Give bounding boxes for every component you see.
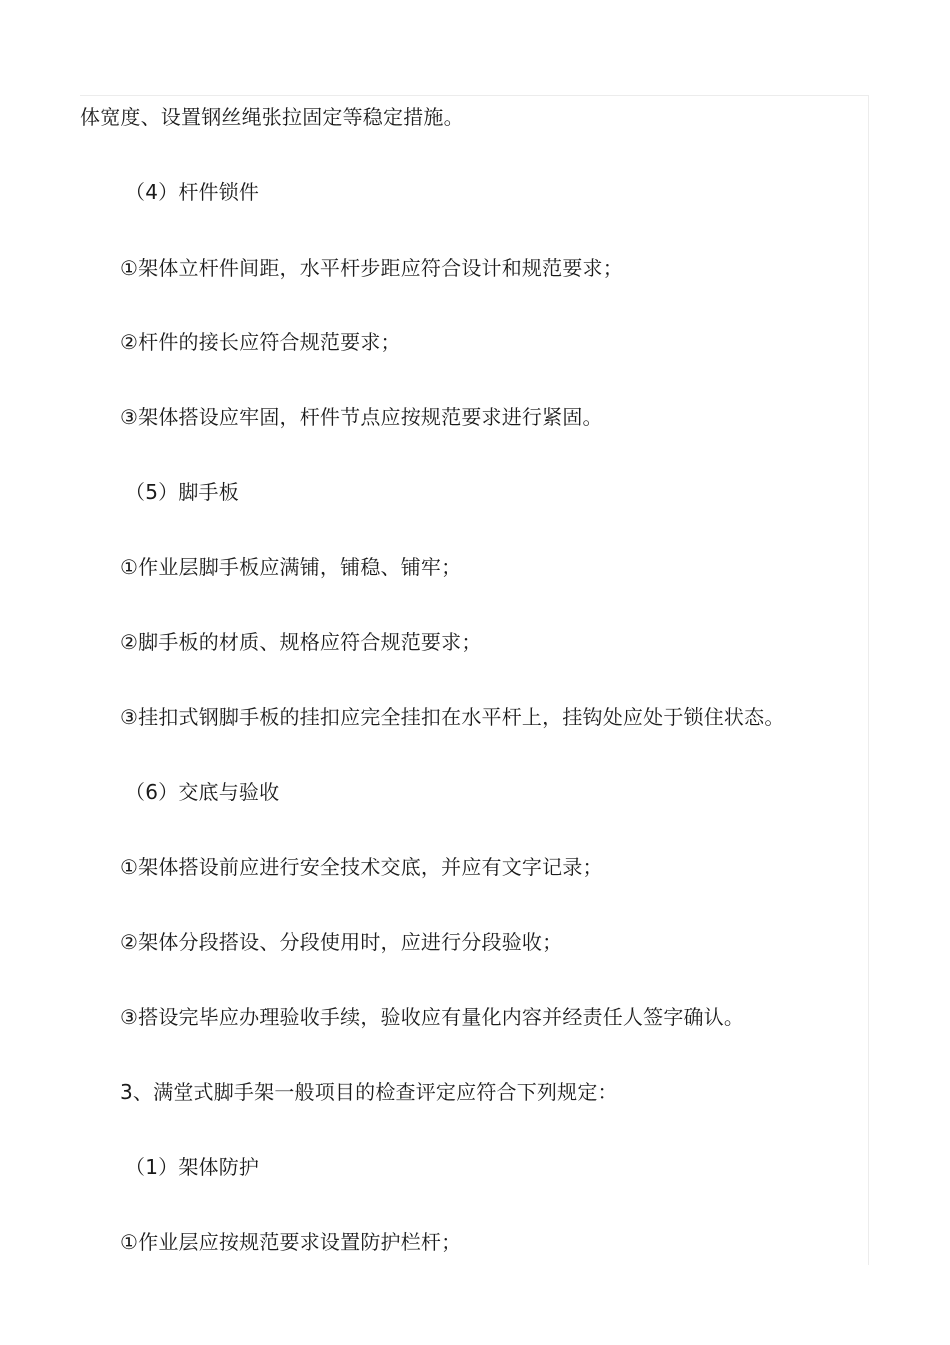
text-line-continuation: 体宽度、设置钢丝绳张拉固定等稳定措施。 <box>80 105 464 129</box>
text-line: ②架体分段搭设、分段使用时，应进行分段验收； <box>120 930 563 954</box>
text-line: ①作业层脚手板应满铺，铺稳、铺牢； <box>120 555 462 579</box>
text-line: ③挂扣式钢脚手板的挂扣应完全挂扣在水平杆上，挂钩处应处于锁住状态。 <box>120 705 785 729</box>
text-line: ②杆件的接长应符合规范要求； <box>120 330 401 354</box>
text-line: ③搭设完毕应办理验收手续，验收应有量化内容并经责任人签字确认。 <box>120 1005 745 1029</box>
text-line: ①架体搭设前应进行安全技术交底，并应有文字记录； <box>120 855 603 879</box>
section-heading-frame-protection: （1）架体防护 <box>125 1155 260 1179</box>
section-heading-rod-locks: （4）杆件锁件 <box>125 180 260 204</box>
text-line: ②脚手板的材质、规格应符合规范要求； <box>120 630 482 654</box>
section-heading-general-items: 3、满堂式脚手架一般项目的检查评定应符合下列规定： <box>120 1080 618 1104</box>
text-line: ①架体立杆件间距，水平杆步距应符合设计和规范要求； <box>120 256 623 280</box>
section-heading-scaffold-board: （5）脚手板 <box>125 480 239 504</box>
text-line: ③架体搭设应牢固，杆件节点应按规范要求进行紧固。 <box>120 405 603 429</box>
section-heading-briefing-acceptance: （6）交底与验收 <box>125 780 280 804</box>
text-line: ①作业层应按规范要求设置防护栏杆； <box>120 1230 462 1254</box>
